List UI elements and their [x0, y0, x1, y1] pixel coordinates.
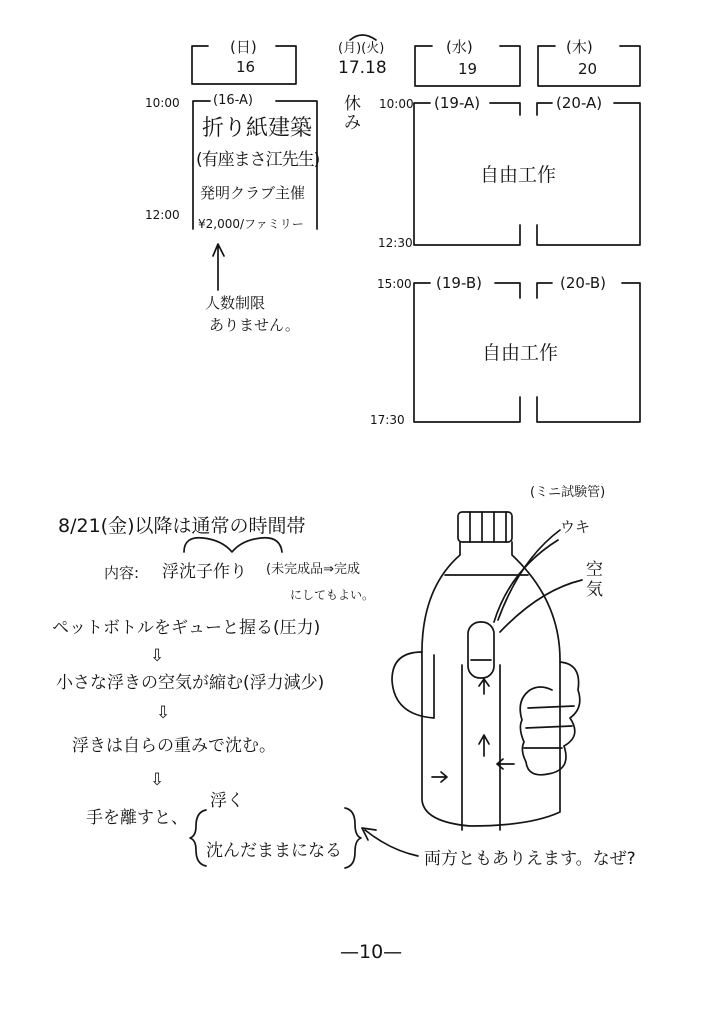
session-b-start: 15:00	[377, 277, 412, 291]
outcome-brace	[190, 810, 206, 866]
session-b-title: 自由工作	[482, 342, 559, 364]
question-arrow	[362, 828, 418, 856]
content-text: 浮沈子作り	[162, 562, 247, 582]
day16-weekday: (日)	[230, 38, 257, 56]
session-16a-teacher: (有座まさ江先生)	[196, 150, 320, 170]
content-brace	[184, 538, 282, 552]
left-hand	[392, 652, 434, 718]
mini-test-tube	[468, 622, 494, 678]
label-float: ウキ	[560, 518, 591, 536]
outcome-sink: 沈んだままになる	[206, 841, 342, 861]
day20-weekday: (木)	[566, 38, 593, 56]
session-16a-title: 折り紙建築	[202, 116, 313, 141]
day17-18-holiday-2: み	[344, 113, 361, 133]
question: 両方ともありえます。なぜ?	[424, 849, 636, 869]
overline-mon-tue	[350, 35, 376, 40]
session-16a-start: 10:00	[145, 96, 180, 110]
step-arrow-2: ⇩	[156, 703, 171, 723]
pressure-arrow-left	[432, 772, 447, 782]
session-16a-note-2: ありません。	[209, 316, 300, 334]
day16-date: 16	[236, 58, 256, 76]
step-arrow-3: ⇩	[150, 770, 165, 790]
bottle-cap	[458, 512, 512, 542]
day19-weekday: (水)	[446, 38, 473, 56]
session-19b-code: (19-B)	[436, 274, 482, 292]
tube-outline	[462, 665, 500, 830]
day20-date: 20	[578, 60, 598, 78]
step-arrow-1: ⇩	[150, 646, 165, 666]
session-20a-code: (20-A)	[556, 94, 603, 112]
session-a-start-label: 10:00	[379, 97, 414, 111]
content-paren-2: にしてもよい。	[290, 588, 375, 602]
step-4: 手を離すと、	[86, 808, 188, 828]
day17-18-weekday: (月)(火)	[338, 41, 385, 56]
right-hand	[520, 662, 580, 775]
session-a-end: 12:30	[378, 236, 413, 250]
session-16a-end: 12:00	[145, 208, 180, 222]
step-1: ペットボトルをギューと握る(圧力)	[52, 618, 321, 638]
day17-18-holiday-1: 休	[344, 94, 361, 114]
session-a-title: 自由工作	[480, 164, 557, 186]
bottle-body	[422, 542, 560, 826]
session-16a-code: (16-A)	[213, 93, 253, 108]
page-number: —10—	[340, 941, 403, 963]
session-16a-fee: ¥2,000/ファミリー	[198, 217, 304, 231]
question-brace	[345, 808, 361, 868]
session-19a-code: (19-A)	[434, 94, 481, 112]
content-paren-1: (未完成品⇒完成	[266, 562, 360, 577]
session-16a-note-1: 人数制限	[205, 294, 266, 312]
session-20b-code: (20-B)	[560, 274, 606, 292]
label-test-tube: (ミニ試験管)	[530, 485, 606, 500]
outcome-float: 浮く	[210, 791, 244, 811]
session-16a-host: 発明クラブ主催	[200, 184, 306, 202]
day17-18-date: 17.18	[338, 58, 387, 78]
step-2: 小さな浮きの空気が縮む(浮力減少)	[56, 673, 325, 693]
note-arrow	[213, 244, 224, 290]
notes-heading: 8/21(金)以降は通常の時間帯	[58, 515, 306, 537]
day19-date: 19	[458, 60, 478, 78]
content-label: 内容:	[104, 564, 140, 582]
pressure-arrow-up-2	[479, 735, 489, 756]
pressure-arrow-up-1	[479, 679, 489, 694]
bottle-illustration	[392, 512, 582, 830]
session-b-end: 17:30	[370, 413, 405, 427]
step-3: 浮きは自らの重みで沈む。	[72, 736, 276, 756]
label-air: 空気	[586, 560, 603, 601]
